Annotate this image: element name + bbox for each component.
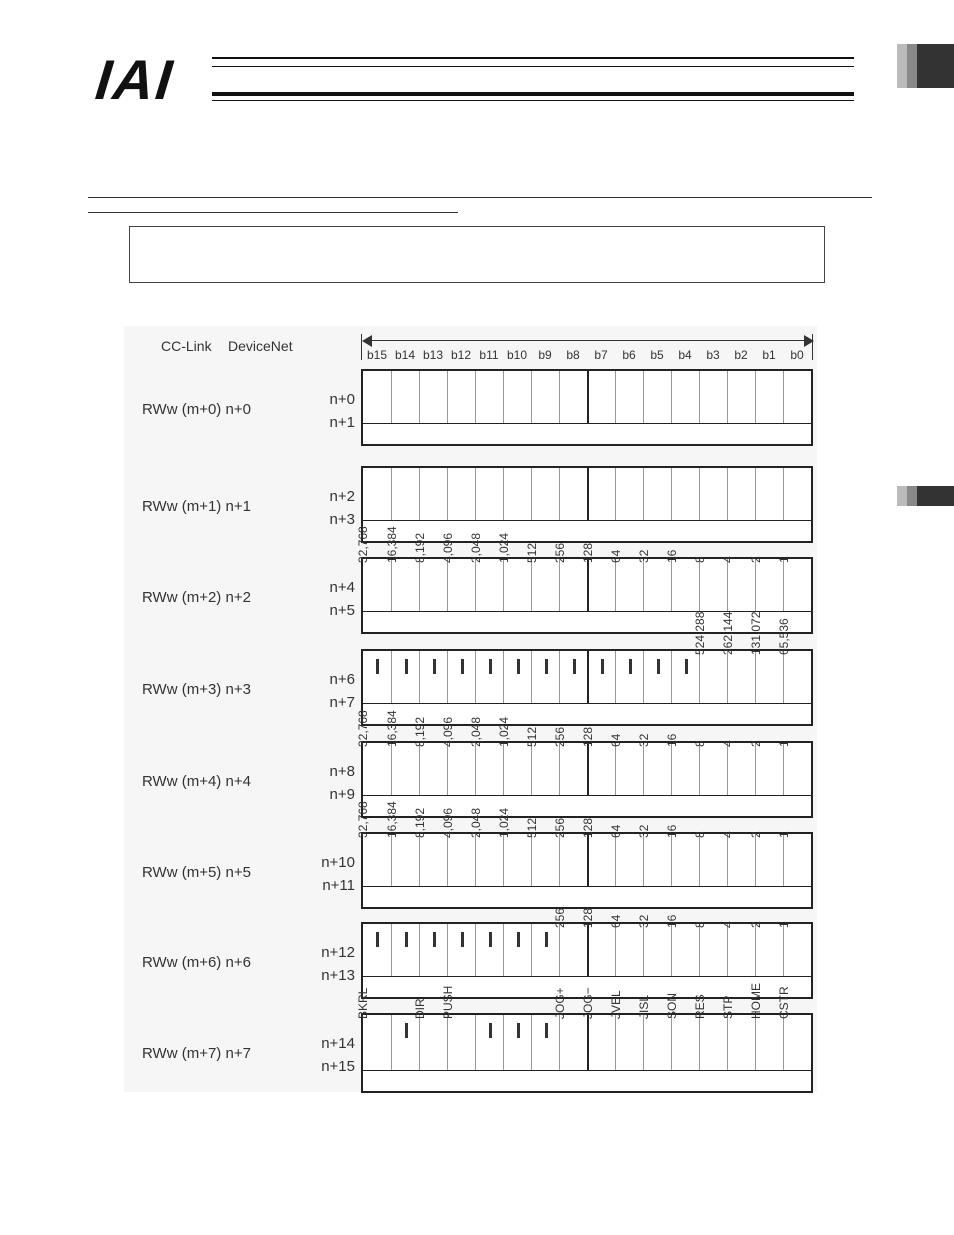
bit-cell	[468, 807, 503, 886]
bit-value: JOG+	[552, 987, 567, 1019]
register-label: RWw (m+6) n+6	[142, 954, 251, 971]
bit-cell	[664, 549, 699, 611]
bit-value: 32	[636, 549, 651, 563]
bit-cell	[643, 468, 671, 520]
bit-value: 8	[692, 740, 707, 747]
bit-value: 256	[552, 726, 567, 747]
bit-value: 1	[776, 556, 791, 563]
bit-cell	[727, 468, 755, 520]
bit-value: 1,024	[496, 716, 511, 747]
bit-value: 4	[720, 921, 735, 928]
bit-cell	[503, 371, 531, 423]
bit-cell	[636, 914, 671, 976]
unused-bit-dash	[433, 932, 436, 947]
bit-cell	[559, 651, 587, 703]
register-grid	[361, 466, 813, 543]
bit-value: 32,768	[356, 526, 370, 563]
bit-value: 2	[748, 556, 763, 563]
bit-cell	[692, 831, 727, 886]
bit-value: 1,024	[496, 532, 511, 563]
bit-value: 16	[664, 914, 679, 928]
bit-cell	[419, 924, 447, 976]
bit-header-b9: b9	[538, 348, 552, 362]
bit-cell	[748, 556, 783, 611]
bit-cell	[552, 817, 587, 886]
register-grid	[356, 983, 813, 1093]
bit-cell	[440, 985, 475, 1070]
bit-value: 4	[720, 740, 735, 747]
bit-cell	[748, 831, 783, 886]
bit-cell	[475, 1015, 503, 1070]
bit-cell	[384, 526, 419, 611]
word-divider	[363, 976, 811, 977]
bit-cell	[720, 995, 755, 1070]
subsection-rule	[88, 212, 458, 213]
range-tick-right	[812, 334, 813, 360]
bit-cell	[748, 740, 783, 795]
bit-cell	[636, 549, 671, 611]
bit-cell	[699, 468, 727, 520]
bit-value: 16	[664, 733, 679, 747]
bit-value: 32,768	[356, 801, 370, 838]
bit-cell	[384, 801, 419, 886]
bit-cell	[608, 733, 643, 795]
bit-cell	[664, 824, 699, 886]
bit-header-b10: b10	[506, 348, 528, 362]
bit-header-b1: b1	[762, 348, 776, 362]
address-top: n+12	[321, 944, 355, 961]
address-bottom: n+11	[322, 877, 355, 894]
register-grid	[356, 801, 813, 909]
bit-cell	[363, 468, 391, 520]
chapter-tab-top	[897, 44, 954, 88]
unused-bit-dash	[545, 659, 548, 674]
register-label: RWw (m+0) n+0	[142, 401, 251, 418]
unused-bit-dash	[405, 659, 408, 674]
register-grid	[356, 526, 813, 634]
bit-value: 1	[776, 921, 791, 928]
bit-value: 524,288	[692, 611, 707, 655]
bit-cell	[581, 907, 615, 976]
bit-cell	[755, 468, 783, 520]
bit-cell	[552, 907, 587, 976]
register-label: RWw (m+7) n+7	[142, 1045, 251, 1062]
bit-cell	[356, 526, 391, 611]
bit-cell	[748, 611, 783, 703]
bit-cell	[356, 801, 391, 886]
unused-bit-dash	[489, 1023, 492, 1038]
bit-value: 128	[581, 907, 595, 928]
bit-value: 4,096	[440, 807, 455, 838]
bit-cell	[608, 990, 643, 1070]
bit-value: PUSH	[440, 985, 455, 1019]
bit-cell	[384, 710, 419, 795]
bit-cell	[552, 987, 587, 1070]
unused-bit-dash	[517, 659, 520, 674]
bit-cell	[776, 740, 811, 795]
bit-value: JOG−	[581, 987, 595, 1019]
bit-cell	[412, 716, 447, 795]
bit-header-b6: b6	[622, 348, 636, 362]
bit-cell	[524, 817, 559, 886]
bit-value: 32	[636, 824, 651, 838]
bit-cell	[720, 556, 755, 611]
address-bottom: n+9	[329, 786, 355, 803]
bit-cell	[475, 468, 503, 520]
bit-cell	[776, 556, 811, 611]
bit-value: 64	[608, 549, 623, 563]
bit-header-b11: b11	[479, 348, 499, 362]
unused-bit-dash	[657, 659, 660, 674]
bit-cell	[391, 651, 419, 703]
bit-cell	[636, 733, 671, 795]
bit-cell	[559, 468, 587, 520]
bit-cell	[412, 532, 447, 611]
bit-value: STP	[720, 995, 735, 1019]
bit-value: 64	[608, 914, 623, 928]
bit-header-b12: b12	[450, 348, 472, 362]
bit-value: 32	[636, 733, 651, 747]
bit-value: 32,768	[356, 710, 370, 747]
bit-value: 1,024	[496, 807, 511, 838]
bit-value: RES	[692, 994, 707, 1019]
bit-cell	[440, 532, 475, 611]
bit-header-b4: b4	[678, 348, 692, 362]
bit-cell	[531, 371, 559, 423]
bit-cell	[391, 1015, 419, 1070]
address-bottom: n+7	[329, 694, 355, 711]
bit-value: 16,384	[384, 710, 399, 747]
unused-bit-dash	[573, 659, 576, 674]
bit-header-b5: b5	[650, 348, 664, 362]
bit-cell	[699, 371, 727, 423]
word-divider	[363, 611, 811, 612]
bit-cell	[664, 992, 699, 1070]
bit-cell	[552, 542, 587, 611]
bit-value: 32	[636, 914, 651, 928]
bit-cell	[363, 651, 391, 703]
bit-cell	[531, 468, 559, 520]
register-label: RWw (m+4) n+4	[142, 773, 251, 790]
bit-cell	[581, 817, 615, 886]
register-label: RWw (m+3) n+3	[142, 681, 251, 698]
bit-cell	[447, 468, 475, 520]
bit-cell	[363, 371, 391, 423]
bit-value: 128	[581, 817, 595, 838]
chapter-tab-mid	[897, 486, 954, 506]
bit-cell	[419, 468, 447, 520]
bit-cell	[475, 924, 503, 976]
bit-value: 8	[692, 556, 707, 563]
bit-value: 8	[692, 921, 707, 928]
bit-cell	[636, 994, 671, 1070]
address-bottom: n+3	[329, 511, 355, 528]
bit-cell	[587, 371, 615, 423]
unused-bit-dash	[461, 659, 464, 674]
bit-value: 16	[664, 549, 679, 563]
bit-cell	[419, 651, 447, 703]
bit-cell	[356, 987, 391, 1070]
unused-bit-dash	[517, 1023, 520, 1038]
address-top: n+4	[329, 579, 355, 596]
bit-value: 512	[524, 817, 539, 838]
bit-cell	[671, 371, 699, 423]
devicenet-header: DeviceNet	[228, 338, 293, 354]
unused-bit-dash	[376, 932, 379, 947]
bit-value: 8	[692, 831, 707, 838]
unused-bit-dash	[376, 659, 379, 674]
bit-value: 512	[524, 542, 539, 563]
register-label: RWw (m+5) n+5	[142, 864, 251, 881]
unused-bit-dash	[545, 1023, 548, 1038]
word-divider	[363, 703, 811, 704]
bit-cell	[391, 371, 419, 423]
address-bottom: n+15	[321, 1058, 355, 1075]
bit-header-b15: b15	[366, 348, 388, 362]
bit-value: 256	[552, 542, 567, 563]
word-divider	[363, 423, 811, 424]
section-rule	[88, 197, 872, 198]
bit-cell	[475, 651, 503, 703]
bit-value: 64	[608, 733, 623, 747]
address-top: n+14	[321, 1035, 355, 1052]
unused-bit-dash	[685, 659, 688, 674]
bit-cell	[552, 726, 587, 795]
bit-value: 256	[552, 907, 567, 928]
bit-cell	[468, 716, 503, 795]
bit-cell	[440, 716, 475, 795]
register-grid	[361, 611, 813, 726]
bit-cell	[496, 807, 531, 886]
bit-cell	[692, 994, 727, 1070]
logo-rule-bottom	[212, 100, 854, 101]
bit-cell	[475, 371, 503, 423]
bit-value: BKRL	[356, 987, 370, 1019]
bit-value: 2,048	[468, 532, 483, 563]
bit-cell	[503, 1015, 531, 1070]
address-top: n+0	[329, 391, 355, 408]
word-divider	[363, 886, 811, 887]
logo-rule-mid	[212, 66, 854, 67]
bit-cell	[776, 986, 811, 1070]
arrow-left-icon	[362, 335, 372, 347]
note-box	[129, 226, 825, 283]
iai-logo: IAI	[92, 48, 177, 111]
bit-value: 256	[552, 817, 567, 838]
bit-cell	[776, 618, 811, 703]
bit-cell	[748, 983, 783, 1070]
address-bottom: n+5	[329, 602, 355, 619]
bit-cell	[524, 542, 559, 611]
bit-cell	[531, 1015, 559, 1070]
bit-value: 262,144	[720, 611, 735, 655]
bit-cell	[720, 740, 755, 795]
bit-value: 4	[720, 556, 735, 563]
bit-cell	[608, 824, 643, 886]
bit-cell	[692, 556, 727, 611]
bit-cell	[363, 924, 391, 976]
bit-cell	[587, 651, 615, 703]
address-top: n+10	[321, 854, 355, 871]
bit-value: 128	[581, 726, 595, 747]
cclink-header: CC-Link	[161, 338, 212, 354]
bit-cell	[531, 651, 559, 703]
bit-value: HOME	[748, 983, 763, 1019]
bit-cell	[776, 921, 811, 976]
bit-cell	[447, 924, 475, 976]
bit-value: 8,192	[412, 716, 427, 747]
bit-value: 2	[748, 740, 763, 747]
bit-value: 2,048	[468, 716, 483, 747]
address-top: n+2	[329, 488, 355, 505]
bit-value: 64	[608, 824, 623, 838]
bit-cell	[643, 651, 671, 703]
bit-value: 2,048	[468, 807, 483, 838]
bit-header-b2: b2	[734, 348, 748, 362]
bit-header-b8: b8	[566, 348, 580, 362]
bit-value: JISL	[636, 994, 651, 1019]
bit-value: 16,384	[384, 526, 399, 563]
bit-header-b13: b13	[422, 348, 444, 362]
bit-cell	[664, 733, 699, 795]
bit-cell	[503, 651, 531, 703]
unused-bit-dash	[405, 932, 408, 947]
bit-header-b7: b7	[594, 348, 608, 362]
bit-cell	[412, 807, 447, 886]
bit-cell	[581, 726, 615, 795]
range-tick-left	[361, 334, 362, 360]
bit-cell	[636, 824, 671, 886]
register-label: RWw (m+2) n+2	[142, 589, 251, 606]
bit-cell	[503, 468, 531, 520]
bit-value: 8,192	[412, 532, 427, 563]
bit-cell	[496, 532, 531, 611]
bit-cell	[468, 532, 503, 611]
bit-cell	[643, 371, 671, 423]
bit-cell	[671, 468, 699, 520]
address-top: n+6	[329, 671, 355, 688]
bit-value: 4	[720, 831, 735, 838]
logo-rule-thick	[212, 92, 854, 96]
bit-value: 2	[748, 921, 763, 928]
bit-value: 16,384	[384, 801, 399, 838]
unused-bit-dash	[545, 932, 548, 947]
bit-cell	[608, 914, 643, 976]
bit-cell	[581, 987, 615, 1070]
bit-cell	[440, 807, 475, 886]
unused-bit-dash	[489, 659, 492, 674]
bit-value: 4,096	[440, 716, 455, 747]
word-divider	[363, 520, 811, 521]
bit-cell	[692, 611, 727, 703]
unused-bit-dash	[517, 932, 520, 947]
bit-cell	[755, 371, 783, 423]
address-bottom: n+1	[329, 414, 355, 431]
bit-range-line	[364, 340, 812, 341]
address-top: n+8	[329, 763, 355, 780]
bit-value: SON	[664, 992, 679, 1019]
bit-cell	[615, 371, 643, 423]
bit-cell	[615, 651, 643, 703]
bit-cell	[748, 921, 783, 976]
bit-cell	[391, 468, 419, 520]
bit-value: CSTR	[776, 986, 791, 1019]
bit-value: 1	[776, 831, 791, 838]
bit-cell	[608, 549, 643, 611]
bit-value: 8,192	[412, 807, 427, 838]
bit-cell	[692, 740, 727, 795]
unused-bit-dash	[405, 1023, 408, 1038]
bit-cell	[727, 371, 755, 423]
bit-cell	[720, 831, 755, 886]
address-bottom: n+13	[321, 967, 355, 984]
bit-cell	[783, 468, 811, 520]
unused-bit-dash	[461, 932, 464, 947]
register-grid	[356, 710, 813, 818]
bit-header-b3: b3	[706, 348, 720, 362]
bit-cell	[776, 831, 811, 886]
bit-cell	[412, 998, 447, 1070]
unused-bit-dash	[433, 659, 436, 674]
bit-value: 512	[524, 726, 539, 747]
register-grid	[361, 369, 813, 446]
bit-cell	[615, 468, 643, 520]
bit-cell	[531, 924, 559, 976]
bit-cell	[720, 611, 755, 703]
bit-value: 1	[776, 740, 791, 747]
bit-cell	[524, 726, 559, 795]
bit-header-b14: b14	[394, 348, 416, 362]
bit-value: JVEL	[608, 990, 623, 1019]
logo-rule-top	[212, 57, 854, 59]
bit-cell	[720, 921, 755, 976]
word-divider	[363, 795, 811, 796]
unused-bit-dash	[601, 659, 604, 674]
bit-cell	[496, 716, 531, 795]
bit-cell	[419, 371, 447, 423]
bit-value: 4,096	[440, 532, 455, 563]
bit-value: 2	[748, 831, 763, 838]
bit-value: DIR	[412, 998, 427, 1019]
bit-cell	[447, 371, 475, 423]
bit-cell	[581, 542, 615, 611]
bit-cell	[503, 924, 531, 976]
bit-value: 16	[664, 824, 679, 838]
bit-value: 65,536	[776, 618, 791, 655]
bit-cell	[692, 921, 727, 976]
bit-cell	[664, 914, 699, 976]
bit-cell	[671, 651, 699, 703]
bit-value: 128	[581, 542, 595, 563]
word-divider	[363, 1070, 811, 1071]
unused-bit-dash	[629, 659, 632, 674]
bit-cell	[559, 371, 587, 423]
unused-bit-dash	[489, 932, 492, 947]
bit-header-b0: b0	[790, 348, 804, 362]
bit-cell	[391, 924, 419, 976]
bit-cell	[356, 710, 391, 795]
bit-cell	[587, 468, 615, 520]
bit-cell	[447, 651, 475, 703]
bit-cell	[783, 371, 811, 423]
bit-value: 131,072	[748, 611, 763, 655]
register-label: RWw (m+1) n+1	[142, 498, 251, 515]
